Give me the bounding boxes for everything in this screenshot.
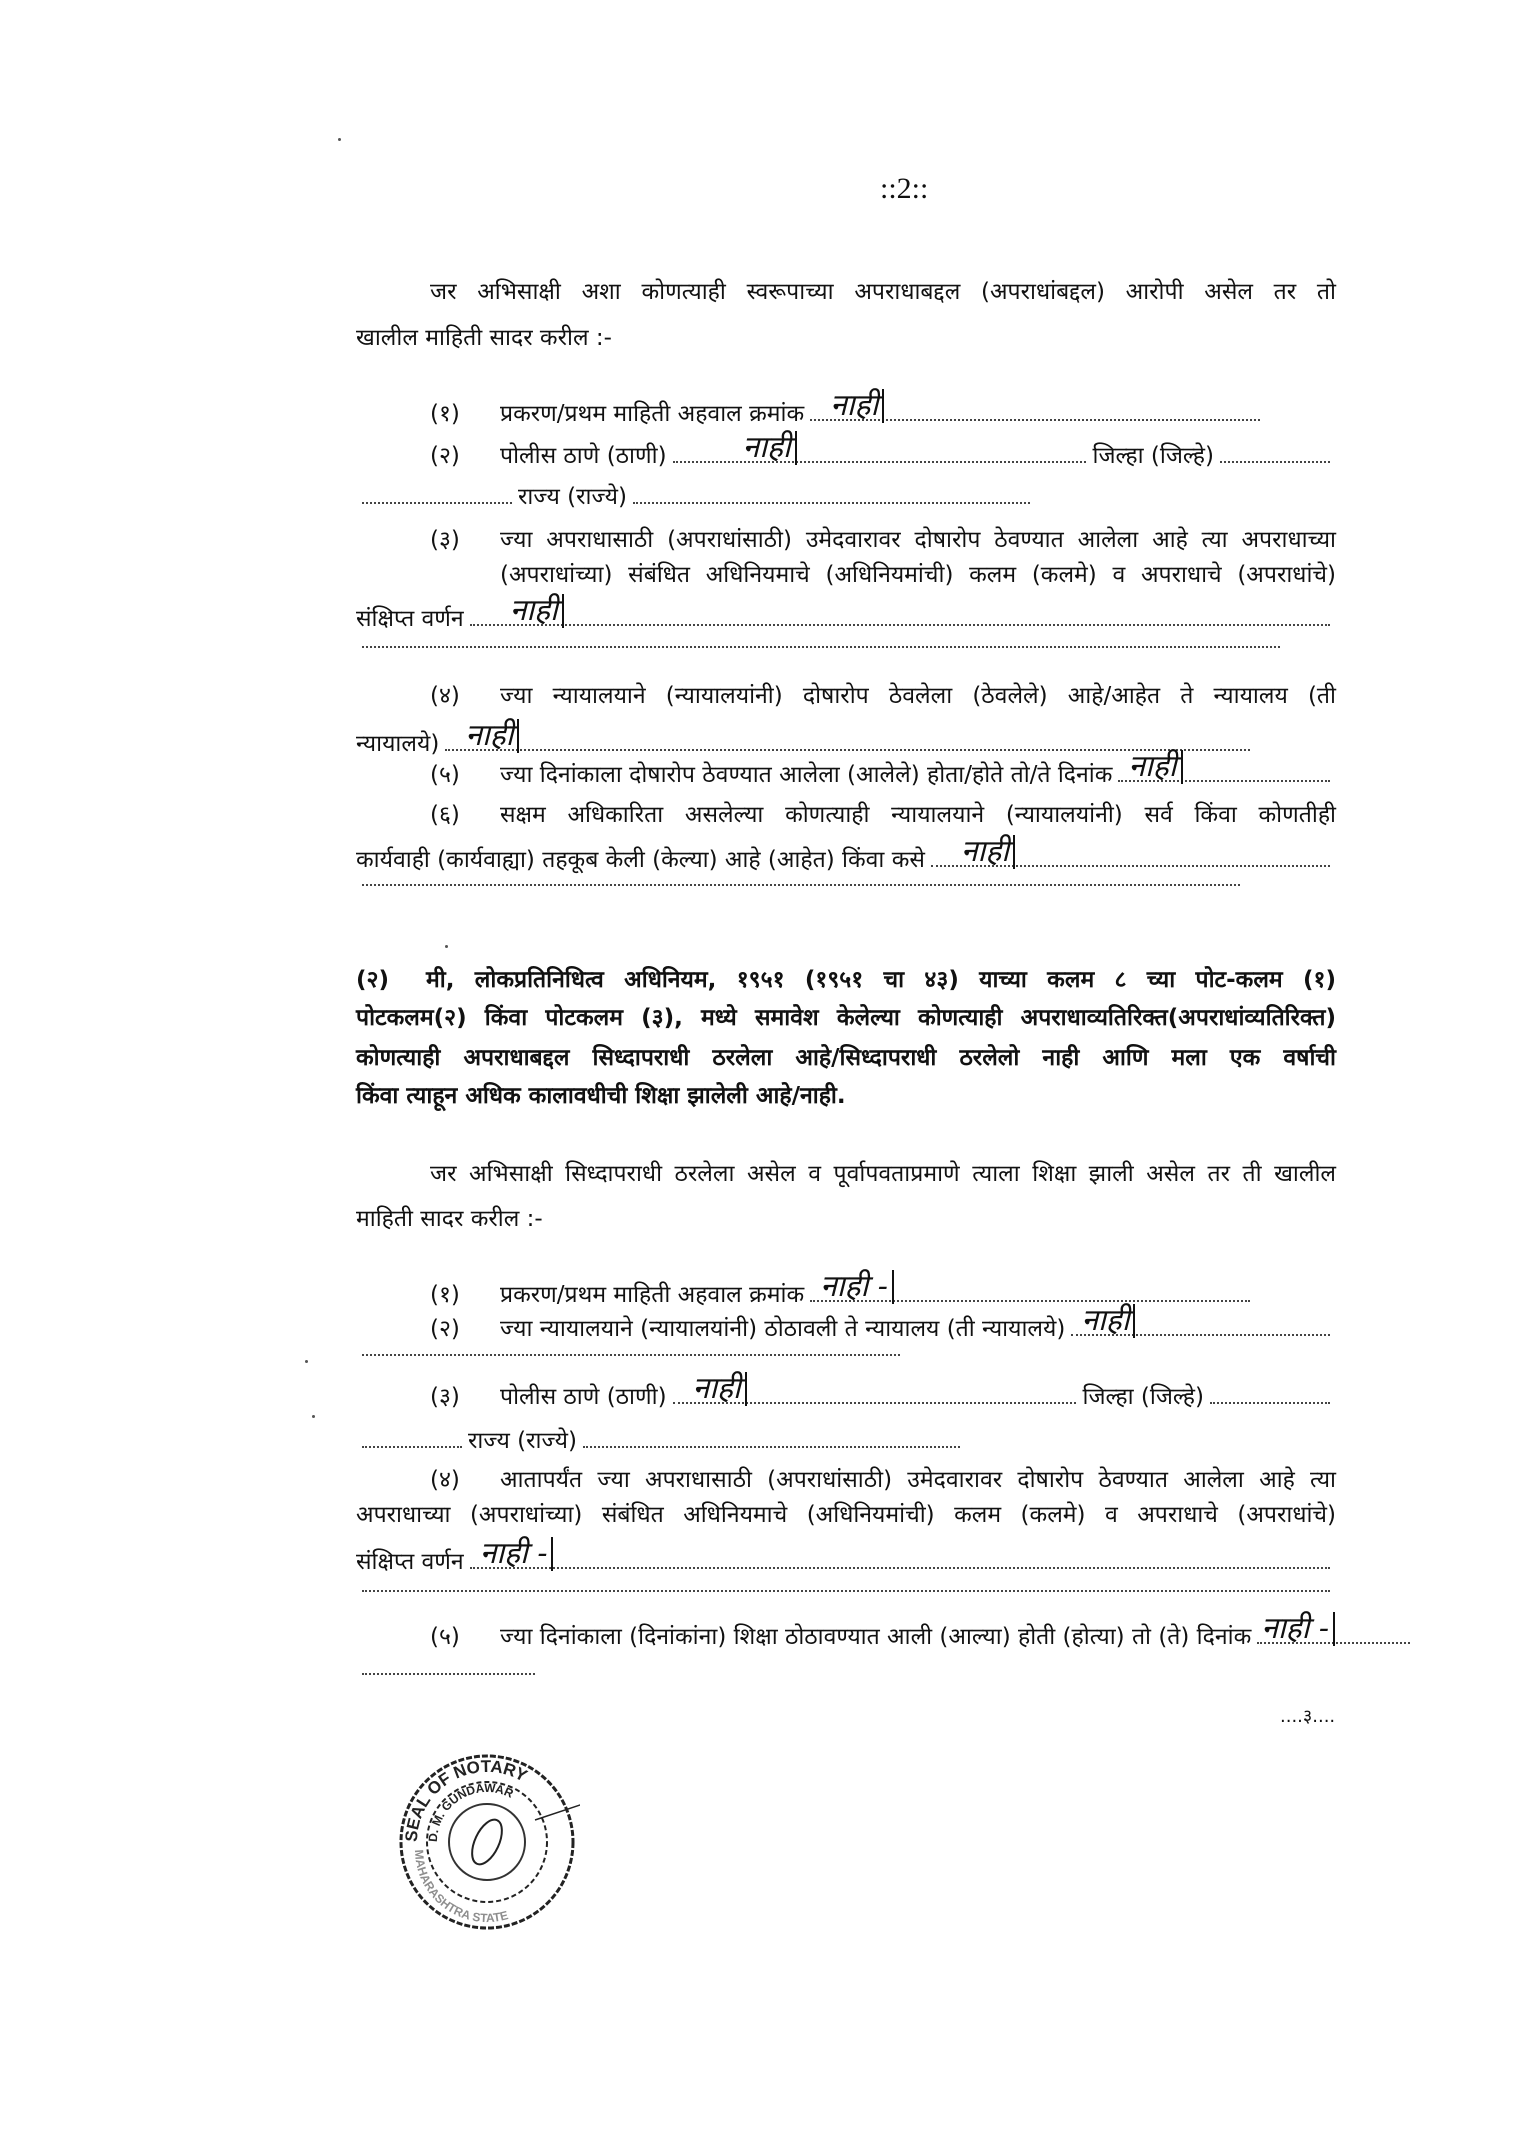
declaration-number: (२) — [356, 967, 389, 993]
item-label: ज्या न्यायालयाने (न्यायालयांनी) ठोठावली ते न्यायालय (ती न्यायालये) — [500, 1316, 1066, 1342]
fill-line — [1210, 1401, 1330, 1404]
fill-line — [362, 1672, 535, 1675]
handwritten-entry: नाही - — [820, 1270, 894, 1304]
fill-line — [362, 1353, 900, 1356]
item-number: (१) — [430, 1282, 460, 1308]
scan-speck — [305, 1360, 308, 1363]
fill-line — [1071, 1303, 1330, 1338]
fill-line — [362, 1589, 1330, 1592]
blank-line — [356, 645, 1286, 648]
handwritten-entry: नाही — [961, 835, 1015, 869]
handwritten-entry: नाही - — [480, 1537, 554, 1571]
item-label: पोलीस ठाणे (ठाणी) — [500, 1384, 667, 1410]
page-marker: ::2:: — [880, 172, 929, 205]
fill-line — [470, 1536, 1330, 1571]
fill-line — [1118, 749, 1330, 784]
item-label: संक्षिप्त वर्णन — [356, 1549, 464, 1575]
item-label: कार्यवाही (कार्यवाह्या) तहकूब केली (केल्या) आहे (आहेत) किंवा कसे — [356, 847, 925, 873]
item-number: (२) — [430, 1316, 460, 1342]
seal-bottom-text: MAHARASHTRA STATE — [411, 1849, 510, 1926]
section-a-item-2-state — [356, 480, 1036, 514]
state-label: राज्य (राज्ये) — [468, 1428, 577, 1454]
district-label: जिल्हा (जिल्हे) — [1082, 1384, 1204, 1410]
declaration-text: मी, लोकप्रतिनिधित्व अधिनियम, १९५१ (१९५१ चा ४३) याच्या कलम ८ च्या पोट-कलम (१) — [426, 967, 1336, 993]
fill-line — [633, 501, 1030, 504]
district-label: जिल्हा (जिल्हे) — [1092, 443, 1214, 469]
declaration-line-4: किंवा त्याहून अधिक कालावधीची शिक्षा झालेली आहे/नाही. — [356, 1083, 846, 1109]
fill-line — [1220, 460, 1330, 463]
section-a-item-5 — [356, 749, 1336, 792]
item-label: संक्षिप्त वर्णन — [356, 606, 464, 632]
blank-line — [356, 883, 1246, 886]
signature-stroke — [535, 1780, 580, 1820]
item-number: (६) — [430, 802, 460, 828]
fill-line — [362, 501, 512, 504]
handwritten-entry: नाही - — [1261, 1612, 1335, 1646]
section-a-item-3-end — [356, 593, 1336, 636]
handwritten-entry: नाही — [465, 719, 519, 753]
section-b-item-2 — [356, 1303, 1336, 1346]
handwritten-entry: नाही — [743, 431, 797, 465]
fill-line — [362, 883, 1240, 886]
section-a-item-6 — [356, 798, 1336, 832]
declaration-line-3: कोणत्याही अपराधाबद्दल सिध्दापराधी ठरलेला आहे/सिध्दापराधी ठरलेलो नाही आणि मला एक वर्षाची — [356, 1045, 1336, 1071]
section-b-item-4-end — [356, 1536, 1336, 1579]
item-number: (२) — [430, 443, 460, 469]
section-a-intro-line-1: जर अभिसाक्षी अशा कोणत्याही स्वरूपाच्या अपराधाबद्दल (अपराधांबद्दल) आरोपी असेल तर तो — [430, 279, 1336, 305]
fill-line — [673, 430, 1087, 465]
item-number: (५) — [430, 762, 460, 788]
section-b-intro-line-2: माहिती सादर करील :- — [356, 1206, 543, 1232]
handwritten-entry: नाही — [693, 1372, 747, 1406]
scan-speck — [445, 945, 448, 948]
item-label: न्यायालये) — [356, 731, 440, 757]
section-a-intro-line-2: खालील माहिती सादर करील :- — [356, 325, 612, 351]
item-label: ज्या न्यायालयाने (न्यायालयांनी) दोषारोप ठेवलेला (ठेवलेले) आहे/आहेत ते न्यायालय (ती — [500, 683, 1336, 709]
item-label: आतापर्यंत ज्या अपराधासाठी (अपराधांसाठी) उमेदवारावर दोषारोप ठेवण्यात आलेला आहे त्या — [500, 1467, 1336, 1493]
scan-speck — [312, 1415, 315, 1418]
fill-line — [810, 388, 1260, 423]
section-a-item-3-cont: (अपराधांच्या) संबंधित अधिनियमाचे (अधिनियमांची) कलम (कलमे) व अपराधाचे (अपराधांचे) — [500, 562, 1336, 588]
item-number: (३) — [430, 1384, 460, 1410]
section-a-item-2 — [356, 430, 1336, 473]
handwritten-entry: नाही — [830, 389, 884, 423]
fill-line — [470, 593, 1330, 628]
next-page-marker: ....३.... — [1280, 1706, 1336, 1727]
item-label: प्रकरण/प्रथम माहिती अहवाल क्रमांक — [500, 1282, 805, 1308]
handwritten-entry: नाही — [510, 594, 564, 628]
seal-inner-ring — [449, 1804, 525, 1880]
section-b-intro-line-1: जर अभिसाक्षी सिध्दापराधी ठरलेला असेल व पूर्वापवताप्रमाणे त्याला शिक्षा झाली असेल तर ती खालील — [430, 1161, 1336, 1187]
item-number: (५) — [430, 1624, 460, 1650]
fill-line — [362, 645, 1280, 648]
fill-line — [1257, 1611, 1410, 1646]
section-b-item-4-cont: अपराधाच्या (अपराधांच्या) संबंधित अधिनियमाचे (अधिनियमांची) कलम (कलमे) व अपराधाचे (अपराधांचे) — [356, 1502, 1336, 1528]
declaration-line-2: पोटकलम(२) किंवा पोटकलम (३), मध्ये समावेश केलेल्या कोणत्याही अपराधाव्यतिरिक्त(अपराधांव्यतिरिक्त) — [356, 1005, 1336, 1031]
seal-inner-text: D. M. GUNDAWAR — [425, 1780, 516, 1843]
item-number: (४) — [430, 683, 460, 709]
section-b-item-4 — [356, 1463, 1336, 1497]
section-a-item-4-end — [356, 718, 1256, 761]
fill-line — [583, 1445, 960, 1448]
blank-line — [356, 1353, 906, 1356]
item-number: (४) — [430, 1467, 460, 1493]
fill-line — [931, 834, 1330, 869]
fill-line — [673, 1371, 1077, 1406]
notary-seal-stamp — [395, 1750, 580, 1935]
item-label: प्रकरण/प्रथम माहिती अहवाल क्रमांक — [500, 401, 805, 427]
section-a-item-6-end — [356, 834, 1336, 877]
item-number: (१) — [430, 401, 460, 427]
section-a-item-4 — [356, 679, 1336, 713]
item-label: पोलीस ठाणे (ठाणी) — [500, 443, 667, 469]
handwritten-entry: नाही — [1128, 750, 1182, 784]
fill-line — [810, 1269, 1250, 1304]
item-label: ज्या अपराधासाठी (अपराधांसाठी) उमेदवारावर दोषारोप ठेवण्यात आलेला आहे त्या अपराधाच्या — [500, 527, 1336, 553]
blank-line — [356, 1589, 1336, 1592]
item-label: ज्या दिनांकाला (दिनांकांना) शिक्षा ठोठावण्यात आली (आल्या) होती (होत्या) तो (ते) दिनांक — [500, 1624, 1252, 1650]
section-a-item-1 — [356, 388, 1266, 431]
state-label: राज्य (राज्ये) — [518, 484, 627, 510]
scan-speck — [338, 138, 341, 141]
blank-line — [356, 1672, 541, 1675]
item-label: सक्षम अधिकारिता असलेल्या कोणत्याही न्यायालयाने (न्यायालयांनी) सर्व किंवा कोणतीही — [500, 802, 1336, 828]
section-a-item-3 — [356, 523, 1336, 557]
section-b-item-3 — [356, 1371, 1336, 1414]
fill-line — [362, 1445, 462, 1448]
section-b-item-5 — [356, 1611, 1416, 1654]
seal-emblem-icon — [466, 1815, 508, 1869]
seal-outer-text: SEAL OF NOTARY — [401, 1756, 531, 1843]
item-label: ज्या दिनांकाला दोषारोप ठेवण्यात आलेला (आलेले) होता/होते तो/ते दिनांक — [500, 762, 1113, 788]
handwritten-entry: नाही — [1081, 1304, 1135, 1338]
item-number: (३) — [430, 527, 460, 553]
declaration-line-1 — [356, 963, 1336, 997]
section-b-item-3-state — [356, 1424, 966, 1458]
